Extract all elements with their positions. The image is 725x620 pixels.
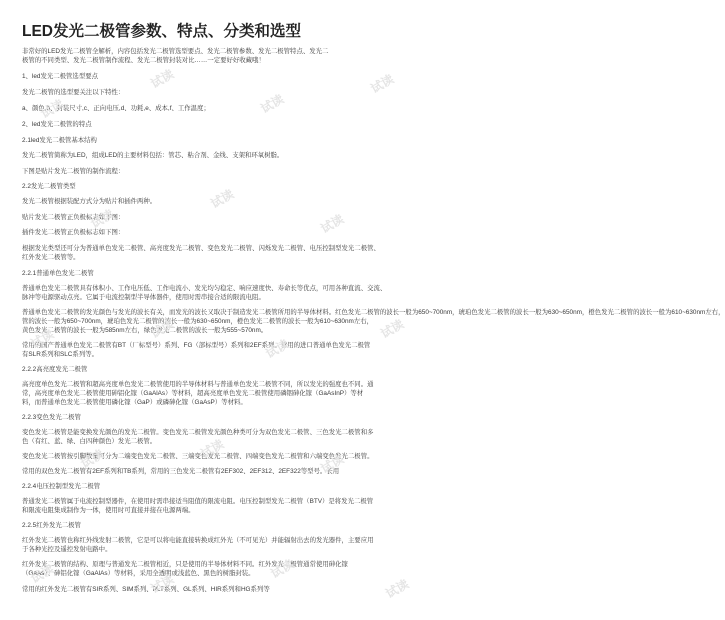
paragraph-line: 变色发光二极管是能变换发光颜色的发光二极管。变色发光二极管发光颜色种类可分为双色发光二极管、三色发光二极管和多: [22, 429, 374, 436]
paragraph-line: 高亮度单色发光二极管和超高亮度单色发光二极管使用的半导体材料与普通单色发光二极管不同，所以发光的强度也不同。通: [22, 381, 374, 388]
paragraph-line: 常，高亮度单色发光二极管使用砷铝化镓（GaAlAs）等材料，超高亮度单色发光二极管使用磷铟砷化镓（GaAsInP）等材: [22, 390, 364, 397]
page-title: LED发光二极管参数、特点、分类和选型: [22, 23, 302, 40]
subsection-heading-infrared: 2.2.5红外发光二极管: [22, 522, 81, 529]
paragraph-line: 红外发光二极管等。: [22, 254, 80, 261]
watermark: 试读: [268, 556, 297, 581]
paragraph-line: 和限流电阻集成制作为一体，使用时可直接并接在电源两端。: [22, 507, 195, 514]
paragraph-line: 于各种光控及遥控发射电路中。: [22, 546, 112, 553]
watermark: 试读: [258, 91, 287, 116]
watermark: 试读: [318, 451, 347, 476]
paragraph-line: 根据发光类型还可分为普通单色发光二极管、高亮度发光二极管、变色发光二极管、闪烁发光二极管、电压控制型发光二极管、: [22, 245, 380, 252]
watermark: 试读: [383, 576, 412, 601]
watermark: 试读: [148, 66, 177, 91]
subsection-heading-single-color: 2.2.1普通单色发光二极管: [22, 270, 94, 277]
subsection-heading-types: 2.2发光二极管类型: [22, 183, 76, 190]
paragraph-line: 变色发光二极管按引脚数量可分为二端变色发光二极管、三端变色发光二极管、四端变色发光二极管和六端变色发光二极管。: [22, 453, 374, 460]
watermark: 试读: [148, 571, 177, 596]
watermark: 试读: [198, 436, 227, 461]
intro-line-2: 极管的不同类型、发光二极管制作流程、发光二极管封装对比……一定要好好收藏哦！: [22, 57, 265, 64]
paragraph-line: 料，而普通单色发光二极管使用磷化镓（GaP）或磷砷化镓（GaAsP）等材料。: [22, 399, 247, 406]
paragraph-line: 管的波长一般为650~700nm，琥珀色发光二极管的波长一般为630~650nm，橙色发光二极管的波长一般为610~630nm左右，: [22, 318, 374, 325]
paragraph-line: 脉冲等电源驱动点亮。它属于电流控制型半导体器件，使用时需串接合适的限流电阻。: [22, 294, 265, 301]
paragraph-line: 普通单色发光二极管具有体积小、工作电压低、工作电流小、发光均匀稳定、响应速度快、寿命长等优点，可用各种直流、交流、: [22, 285, 387, 292]
watermark: 试读: [38, 96, 67, 121]
watermark: 试读: [28, 326, 57, 351]
paragraph-line: 发光二极管根据装配方式分为贴片和插件两种。: [22, 198, 157, 205]
subsection-heading-structure: 2.1led发光二极管基本结构: [22, 137, 97, 144]
watermark: 试读: [148, 316, 177, 341]
paragraph-line: 下图是贴片发光二极管的制作流程：: [22, 168, 125, 175]
watermark: 试读: [88, 206, 117, 231]
paragraph-line: 有SLR系列和SLC系列等。: [22, 351, 98, 358]
watermark: 试读: [263, 336, 292, 361]
watermark: 试读: [378, 316, 407, 341]
subsection-heading-color-changing: 2.2.3变色发光二极管: [22, 414, 81, 421]
section-heading-features: 2、led发光二极管的特点: [22, 121, 92, 128]
watermark: 试读: [368, 71, 397, 96]
paragraph-line: （GaAs）、砷铝化镓（GaAlAs）等材料，采用全透明或浅蓝色、黑色的树脂封装。: [22, 570, 255, 577]
paragraph-line: 贴片发光二极管正负极标志如下图：: [22, 214, 125, 221]
intro-line-1: 非常好的LED发光二极管全解析，内容包括发光二极管选型要点、发光二极管参数、发光二极管特点、发光二: [22, 48, 329, 55]
paragraph-line: 红外发光二极管也称红外线发射二极管，它是可以将电能直接转换成红外光（不可见光）并能辐射出去的发光器件，主要应用: [22, 537, 374, 544]
paragraph-line: 常用的红外发光二极管有SIR系列、SIM系列、PLT系列、GL系列、HIR系列和HG系列等: [22, 586, 270, 593]
watermark: 试读: [78, 446, 107, 471]
watermark: 试读: [208, 186, 237, 211]
subsection-heading-voltage-controlled: 2.2.4电压控制型发光二极管: [22, 483, 101, 490]
subsection-heading-high-brightness: 2.2.2高亮度发光二极管: [22, 366, 88, 373]
paragraph-line: a、颜色,b、封装尺寸,c、正向电压,d、功耗,e、成本,f、工作温度；: [22, 105, 210, 112]
paragraph-line: 发光二极管简称为LED，组成LED的主要材料包括：管芯、粘合剂、金线、支架和环氧树脂。: [22, 152, 284, 159]
paragraph-line: 黄色发光二极管的波长一般为585nm左右，绿色发光二极管的波长一般为555~570nm。: [22, 327, 268, 334]
paragraph-line: 发光二极管的选型要关注以下特性：: [22, 89, 125, 96]
paragraph-line: 色（有红、蓝、绿、白四种颜色）发光二极管。: [22, 438, 157, 445]
paragraph-line: 插件发光二极管正负极标志如下图：: [22, 229, 125, 236]
paragraph-line: 普通发光二极管属于电流控制型器件，在使用时需串接适当阻值的限流电阻。电压控制型发光二极管（BTV）是将发光二极管: [22, 498, 374, 505]
section-heading-selection: 1、led发光二极管选型要点: [22, 73, 98, 80]
paragraph-line: 常用的国产普通单色发光二极管有BT（厂标型号）系列、FG（部标型号）系列和2EF系列。常用的进口普通单色发光二极管: [22, 342, 371, 349]
watermark: 试读: [28, 561, 57, 586]
watermark: 试读: [318, 211, 347, 236]
paragraph-line: 普通单色发光二极管的发光颜色与发光的波长有关，而发光的波长又取决于制造发光二极管所用的半导体材料。红色发光二极管的波长一般为650~700nm，琥珀色发光二极管的波长一般为630~650nm，橙色发光二极管的波长一般为610~630nm左右，: [22, 309, 725, 316]
paragraph-line: 红外发光二极管的结构、原理与普通发光二极管相近，只是使用的半导体材料不同。红外发光二极管通常使用砷化镓: [22, 561, 348, 568]
paragraph-line: 常用的双色发光二极管有2EF系列和TB系列，常用的三色发光二极管有2EF302、2EF312、2EF322等型号。长用: [22, 468, 340, 475]
